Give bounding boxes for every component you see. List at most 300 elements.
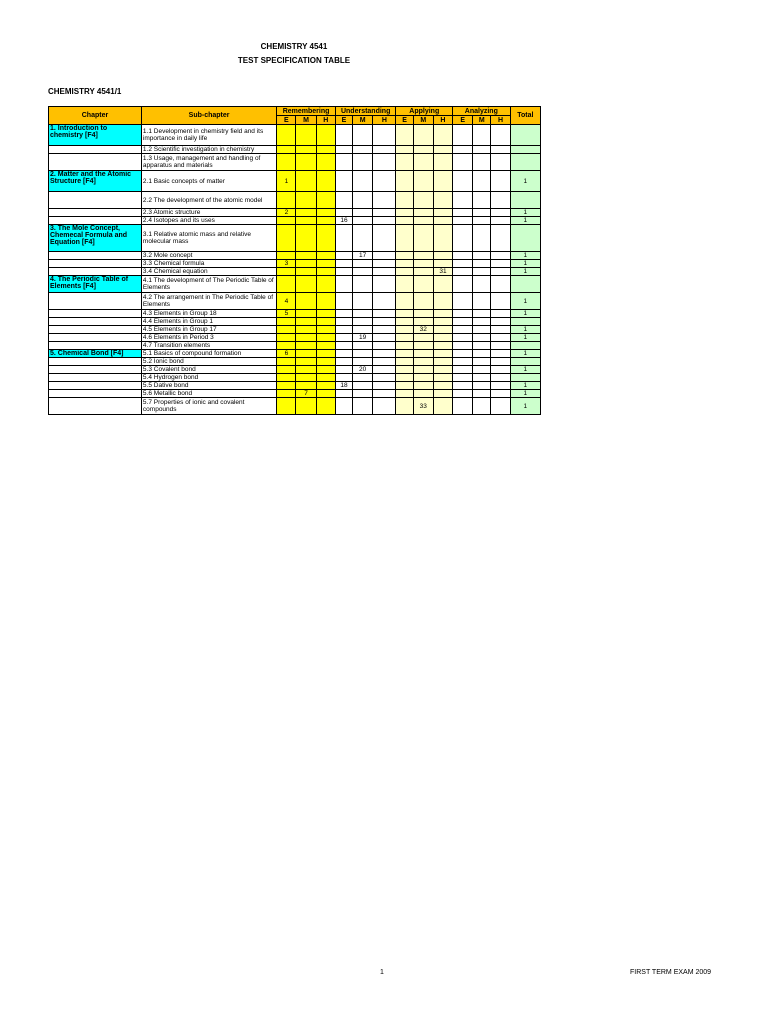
question-cell [453,192,473,209]
subchapter-cell: 4.1 The development of The Periodic Table of Elements [141,276,276,293]
table-row [49,252,541,260]
question-cell [335,276,352,293]
chapter-cell [49,382,142,390]
question-cell [453,374,473,382]
question-cell [473,310,491,318]
subchapter-cell: 3.2 Mole concept [141,252,276,260]
question-cell [473,382,491,390]
question-cell [296,217,316,225]
question-cell [353,276,373,293]
question-cell [433,171,452,192]
chapter-cell [49,217,142,225]
question-cell [473,358,491,366]
question-cell [491,326,510,334]
question-cell [473,171,491,192]
total-cell: 1 [510,171,540,192]
question-cell [413,350,433,358]
question-cell [473,398,491,415]
question-cell [296,382,316,390]
table-row [49,350,541,358]
question-cell: 31 [433,268,452,276]
question-cell [433,326,452,334]
table-row [49,398,541,415]
page-number: 1 [380,969,384,976]
subchapter-cell: 4.3 Elements in Group 18 [141,310,276,318]
table-row [49,276,541,293]
question-cell [396,192,413,209]
subchapter-cell: 5.4 Hydrogen bond [141,374,276,382]
question-cell [353,350,373,358]
question-cell [453,225,473,252]
level-e: E [453,116,473,125]
question-cell [433,276,452,293]
question-cell [433,374,452,382]
question-cell [316,225,335,252]
chapter-cell [49,260,142,268]
chapter-cell [49,268,142,276]
question-cell [433,209,452,217]
question-cell [353,310,373,318]
question-cell [413,171,433,192]
question-cell [277,358,296,366]
question-cell [473,326,491,334]
question-cell [316,366,335,374]
level-e: E [335,116,352,125]
question-cell [316,382,335,390]
question-cell [413,192,433,209]
total-cell [510,125,540,146]
question-cell [277,374,296,382]
total-cell: 1 [510,326,540,334]
question-cell [413,342,433,350]
header-subchapter: Sub-chapter [141,107,276,125]
chapter-cell [49,358,142,366]
question-cell [413,154,433,171]
chapter-cell [49,374,142,382]
table-row [49,268,541,276]
chapter-cell: 4. The Periodic Table of Elements [F4] [49,276,142,293]
question-cell [396,358,413,366]
chapter-cell [49,293,142,310]
question-cell: 3 [277,260,296,268]
total-cell [510,146,540,154]
question-cell [433,310,452,318]
table-row [49,310,541,318]
level-e: E [277,116,296,125]
question-cell [491,350,510,358]
chapter-cell [49,342,142,350]
chapter-cell [49,334,142,342]
total-cell [510,318,540,326]
subchapter-cell: 4.2 The arrangement in The Periodic Table of Elements [141,293,276,310]
subchapter-cell: 2.1 Basic concepts of matter [141,171,276,192]
question-cell [453,125,473,146]
question-cell [335,293,352,310]
question-cell [473,390,491,398]
question-cell [353,342,373,350]
question-cell [296,146,316,154]
table-row [49,146,541,154]
header-total: Total [510,107,540,125]
question-cell [396,260,413,268]
question-cell [491,209,510,217]
question-cell [373,125,396,146]
question-cell [335,225,352,252]
question-cell [353,217,373,225]
table-row [49,326,541,334]
question-cell [296,293,316,310]
question-cell [453,318,473,326]
total-cell [510,374,540,382]
chapter-cell [49,192,142,209]
question-cell [353,125,373,146]
question-cell [353,225,373,252]
test-specification-table [48,106,541,415]
question-cell [316,350,335,358]
question-cell [296,342,316,350]
table-row [49,358,541,366]
total-cell [510,192,540,209]
question-cell [453,260,473,268]
question-cell [277,366,296,374]
question-cell [373,192,396,209]
header-analyzing: Analyzing [453,107,511,116]
question-cell [491,382,510,390]
question-cell [453,398,473,415]
question-cell [335,146,352,154]
question-cell [413,260,433,268]
table-row [49,192,541,209]
question-cell [373,225,396,252]
question-cell [473,334,491,342]
total-cell [510,225,540,252]
question-cell [296,209,316,217]
question-cell [453,209,473,217]
question-cell [453,171,473,192]
question-cell [316,209,335,217]
question-cell [396,252,413,260]
question-cell [296,398,316,415]
question-cell [396,374,413,382]
table-row [49,225,541,252]
total-cell [510,342,540,350]
table-row [49,154,541,171]
question-cell [335,366,352,374]
question-cell [296,171,316,192]
question-cell [491,252,510,260]
question-cell [491,276,510,293]
question-cell [433,350,452,358]
question-cell [453,342,473,350]
question-cell [373,252,396,260]
question-cell [316,326,335,334]
question-cell [316,390,335,398]
table-row [49,260,541,268]
table-row [49,334,541,342]
question-cell [373,390,396,398]
level-h: H [373,116,396,125]
question-cell: 17 [353,252,373,260]
question-cell [453,334,473,342]
chapter-cell [49,398,142,415]
question-cell [396,326,413,334]
question-cell [353,154,373,171]
total-cell: 1 [510,268,540,276]
level-m: M [296,116,316,125]
question-cell [473,342,491,350]
table-row [49,382,541,390]
header-chapter: Chapter [49,107,142,125]
question-cell [433,252,452,260]
header-applying: Applying [396,107,453,116]
question-cell [335,398,352,415]
question-cell [335,358,352,366]
subchapter-cell: 5.1 Basics of compound formation [141,350,276,358]
question-cell [353,171,373,192]
question-cell [453,154,473,171]
question-cell [433,225,452,252]
subchapter-cell: 4.4 Elements in Group 1 [141,318,276,326]
question-cell [335,318,352,326]
question-cell [491,374,510,382]
subchapter-cell: 5.7 Properties of ionic and covalent compounds [141,398,276,415]
question-cell: 20 [353,366,373,374]
question-cell [373,358,396,366]
question-cell [413,146,433,154]
question-cell [335,334,352,342]
question-cell [296,334,316,342]
question-cell [316,125,335,146]
question-cell [473,366,491,374]
level-h: H [316,116,335,125]
question-cell [335,171,352,192]
question-cell [373,154,396,171]
question-cell [396,209,413,217]
question-cell [473,268,491,276]
question-cell [396,334,413,342]
subchapter-cell: 2.4 Isotopes and its uses [141,217,276,225]
level-h: H [433,116,452,125]
question-cell [433,154,452,171]
total-cell: 1 [510,260,540,268]
question-cell [473,225,491,252]
question-cell [296,268,316,276]
chapter-cell: 5. Chemical Bond [F4] [49,350,142,358]
question-cell [396,390,413,398]
total-cell: 1 [510,366,540,374]
question-cell [316,318,335,326]
question-cell [491,217,510,225]
question-cell [396,310,413,318]
question-cell [453,358,473,366]
level-h: H [491,116,510,125]
question-cell [277,398,296,415]
question-cell [473,260,491,268]
question-cell [335,342,352,350]
question-cell [353,358,373,366]
level-e: E [396,116,413,125]
question-cell [373,398,396,415]
question-cell [296,225,316,252]
question-cell [373,366,396,374]
question-cell [353,209,373,217]
question-cell [316,260,335,268]
question-cell [473,146,491,154]
question-cell [396,225,413,252]
question-cell: 2 [277,209,296,217]
question-cell [396,293,413,310]
question-cell [353,382,373,390]
question-cell [413,318,433,326]
question-cell [373,276,396,293]
question-cell [473,374,491,382]
question-cell [316,334,335,342]
question-cell [396,154,413,171]
header-understanding: Understanding [335,107,396,116]
question-cell: 19 [353,334,373,342]
question-cell: 1 [277,171,296,192]
subchapter-cell: 3.3 Chemical formula [141,260,276,268]
question-cell [413,209,433,217]
table-row [49,318,541,326]
question-cell [277,154,296,171]
question-cell [433,217,452,225]
question-cell [473,125,491,146]
level-m: M [353,116,373,125]
question-cell [353,398,373,415]
question-cell [335,209,352,217]
question-cell [277,318,296,326]
total-cell [510,154,540,171]
subchapter-cell: 1.3 Usage, management and handling of apparatus and materials [141,154,276,171]
question-cell [433,358,452,366]
table-row [49,217,541,225]
question-cell [413,310,433,318]
question-cell [491,146,510,154]
question-cell [296,276,316,293]
question-cell [413,390,433,398]
subchapter-cell: 1.2 Scientific investigation in chemistry [141,146,276,154]
question-cell: 32 [413,326,433,334]
question-cell [413,334,433,342]
question-cell [353,374,373,382]
question-cell: 4 [277,293,296,310]
level-m: M [473,116,491,125]
table-row [49,171,541,192]
question-cell [453,276,473,293]
subchapter-cell: 2.3 Atomic structure [141,209,276,217]
question-cell [396,217,413,225]
subchapter-cell: 3.1 Relative atomic mass and relative molecular mass [141,225,276,252]
table-row [49,125,541,146]
subchapter-cell: 4.7 Transition elements [141,342,276,350]
question-cell [316,398,335,415]
question-cell [316,146,335,154]
question-cell [433,382,452,390]
question-cell [373,293,396,310]
question-cell [316,293,335,310]
total-cell: 1 [510,398,540,415]
subchapter-cell: 5.2 Ionic bond [141,358,276,366]
subchapter-cell: 4.6 Elements in Period 3 [141,334,276,342]
question-cell [277,334,296,342]
question-cell: 7 [296,390,316,398]
question-cell [453,350,473,358]
question-cell [413,276,433,293]
chapter-cell: 2. Matter and the Atomic Structure [F4] [49,171,142,192]
question-cell [491,318,510,326]
question-cell [296,310,316,318]
question-cell [373,374,396,382]
question-cell [277,382,296,390]
question-cell [413,358,433,366]
question-cell [453,268,473,276]
question-cell [473,276,491,293]
chapter-cell [49,252,142,260]
question-cell [396,398,413,415]
question-cell: 5 [277,310,296,318]
question-cell [491,260,510,268]
table-row [49,374,541,382]
question-cell [453,326,473,334]
question-cell [491,125,510,146]
question-cell [396,268,413,276]
document-title: CHEMISTRY 4541 [260,42,328,51]
chapter-cell [49,209,142,217]
question-cell [491,225,510,252]
question-cell [396,276,413,293]
question-cell [353,326,373,334]
question-cell [277,276,296,293]
question-cell [433,398,452,415]
question-cell: 33 [413,398,433,415]
question-cell: 16 [335,217,352,225]
question-cell [335,374,352,382]
question-cell [316,154,335,171]
chapter-cell [49,366,142,374]
question-cell [396,125,413,146]
question-cell [453,217,473,225]
question-cell [296,326,316,334]
total-cell [510,276,540,293]
chapter-cell: 3. The Mole Concept, Chemecal Formula and Equation [F4] [49,225,142,252]
chapter-cell [49,390,142,398]
total-cell: 1 [510,293,540,310]
question-cell [433,192,452,209]
question-cell [453,390,473,398]
question-cell [491,398,510,415]
question-cell [335,310,352,318]
question-cell [413,252,433,260]
question-cell [335,350,352,358]
total-cell: 1 [510,334,540,342]
question-cell [296,358,316,366]
chapter-cell [49,154,142,171]
question-cell [396,171,413,192]
question-cell [433,260,452,268]
question-cell [491,171,510,192]
question-cell [335,252,352,260]
question-cell [433,342,452,350]
question-cell [373,382,396,390]
question-cell [277,125,296,146]
question-cell [453,310,473,318]
question-cell [277,225,296,252]
question-cell [396,146,413,154]
question-cell [373,146,396,154]
header-remembering: Remembering [277,107,336,116]
question-cell: 6 [277,350,296,358]
